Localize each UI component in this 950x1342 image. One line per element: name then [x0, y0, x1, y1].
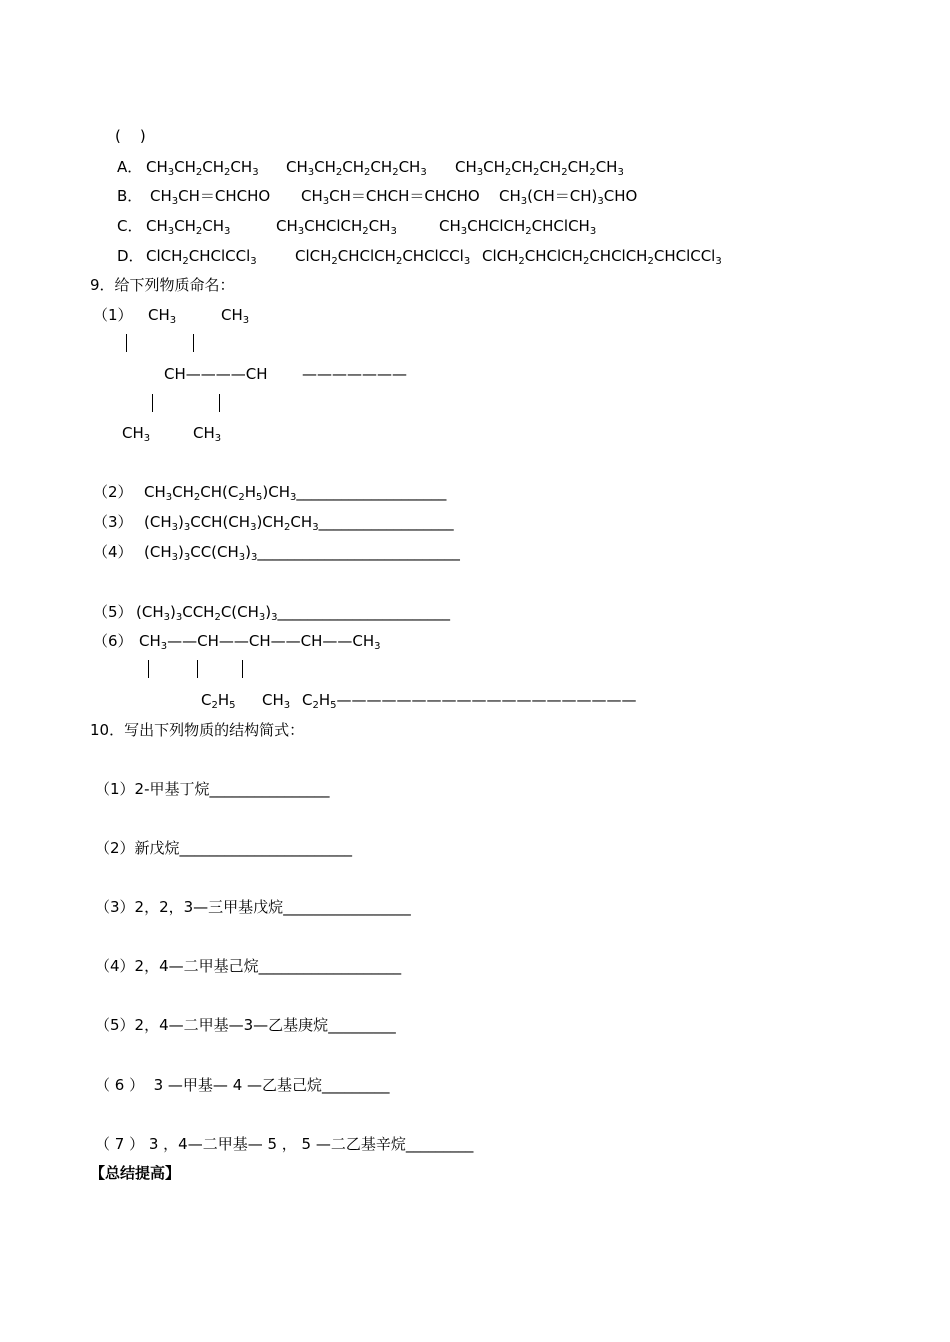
option-d-item-1: ClCH$_2$CHClCCl$_3$ [146, 247, 257, 267]
q10-item-3-blank: _________________ [283, 898, 411, 916]
q9-part-1-number: （1） [93, 306, 133, 324]
q10-item-5: （5）2，4—二甲基—3—乙基庚烷_________ [95, 1016, 396, 1034]
q9-1-bond-bottom-right [219, 394, 220, 412]
q9-6-substituent-ethyl-2: $C_2H_5————————————————————$ [302, 691, 637, 711]
q10-item-2-blank: _______________________ [179, 839, 353, 857]
option-a-item-2: $CH_3CH_2CH_2CH_2CH_3$ [286, 158, 427, 178]
q9-1-main-chain: CH————CH [164, 365, 268, 383]
q9-6-bond-2 [197, 660, 198, 678]
q10-item-7-blank: _________ [405, 1135, 474, 1153]
option-b-item-2: $CH_3CH=CHCH=CHCHO$ [301, 187, 480, 207]
q10-item-7: （ 7 ） 3 ，4—二甲基— 5 ， 5 —二乙基辛烷_________ [95, 1135, 474, 1153]
q9-part-3-number: （3） [93, 513, 133, 531]
option-c-item-3: $CH_3CHClCH_2CHClCH_3$ [439, 217, 597, 237]
q10-item-2: （2）新戊烷_______________________ [95, 839, 353, 857]
answer-paren: ( ) [115, 127, 146, 145]
q9-5-blank: _______________________ [277, 603, 451, 621]
q9-5-formula: $(CH_3)_3CCH_2C(CH_3)_3\_\_\_\_\_\_\_\_\_\_\_\_\_\_\_\_\_\_\_\_\_\_\_$ [136, 603, 451, 623]
option-d-item-3: ClCH$_2$CHClCH$_2$CHClCH$_2$CHClCCl$_3$ [482, 247, 722, 267]
q9-4-formula: $(CH_3)_3CC(CH_3)_3\_\_\_\_\_\_\_\_\_\_\_\_\_\_\_\_\_\_\_\_\_\_\_\_\_\_\_$ [144, 543, 460, 563]
q9-1-top-right-methyl: $CH_3$ [221, 306, 250, 326]
option-d-label: D． [117, 247, 144, 265]
question-10-title: 10．写出下列物质的结构简式： [90, 721, 305, 739]
q10-item-5-blank: _________ [328, 1016, 396, 1034]
summary-heading: 【总结提高】 [90, 1164, 181, 1182]
q9-6-bond-1 [148, 660, 149, 678]
q9-6-substituent-ethyl-1: $C_2H_5$ [201, 691, 236, 711]
question-9-title: 9．给下列物质命名： [90, 276, 235, 294]
q10-item-6: （ 6 ） 3 —甲基— 4 —乙基己烷_________ [95, 1076, 390, 1094]
q9-1-bond-top-right [193, 334, 194, 352]
q9-1-bond-bottom-left [152, 394, 153, 412]
q9-1-bottom-left-methyl: $CH_3$ [122, 424, 151, 444]
q9-3-formula: $(CH_3)_3CCH(CH_3)CH_2CH_3\_\_\_\_\_\_\_\_\_\_\_\_\_\_\_\_\_\_$ [144, 513, 454, 533]
q9-part-5-number: （5） [93, 603, 133, 621]
q10-item-6-blank: _________ [322, 1076, 390, 1094]
q9-2-formula: $CH_3CH_2CH(C_2H_5)CH_3\_\_\_\_\_\_\_\_\_\_\_\_\_\_\_\_\_\_\_\_$ [144, 483, 447, 503]
q9-3-blank: __________________ [318, 513, 454, 531]
q9-6-bond-3 [242, 660, 243, 678]
q9-6-main-chain: $CH_3——CH——CH——CH——CH_3$ [139, 632, 381, 652]
q9-6-answer-line: ———————————————————— [336, 691, 637, 709]
q10-item-1: （1）2-甲基丁烷________________ [95, 780, 330, 798]
option-a-item-3: $CH_3CH_2CH_2CH_2CH_2CH_3$ [455, 158, 624, 178]
q9-part-2-number: （2） [93, 483, 133, 501]
q10-item-4-blank: ___________________ [258, 957, 402, 975]
q9-1-answer-line: ——————— [302, 365, 407, 383]
q10-item-1-blank: ________________ [209, 780, 330, 798]
option-c-item-1: $CH_3CH_2CH_3$ [146, 217, 231, 237]
option-b-item-1: $CH_3CH=CHCHO$ [150, 187, 271, 207]
option-b-item-3: $CH_3(CH=CH)_3CHO$ [499, 187, 638, 207]
option-a-label: A． [117, 158, 143, 176]
q10-item-4: （4）2，4—二甲基己烷___________________ [95, 957, 402, 975]
q9-1-top-left-methyl: $CH_3$ [148, 306, 177, 326]
q9-6-substituent-methyl: $CH_3$ [262, 691, 291, 711]
q9-2-blank: ____________________ [296, 483, 447, 501]
q9-part-4-number: （4） [93, 543, 133, 561]
option-c-item-2: $CH_3CHClCH_2CH_3$ [276, 217, 397, 237]
q10-item-3: （3）2，2，3—三甲基戊烷_________________ [95, 898, 411, 916]
option-a-item-1: $CH_3CH_2CH_2CH_3$ [146, 158, 259, 178]
q9-1-bond-top-left [126, 334, 127, 352]
option-c-label: C． [117, 217, 143, 235]
q9-part-6-number: （6） [93, 632, 133, 650]
option-b-label: B． [117, 187, 143, 205]
option-d-item-2: ClCH$_2$CHClCH$_2$CHClCCl$_3$ [295, 247, 471, 267]
q9-1-bottom-right-methyl: $CH_3$ [193, 424, 222, 444]
q9-4-blank: ___________________________ [257, 543, 460, 561]
